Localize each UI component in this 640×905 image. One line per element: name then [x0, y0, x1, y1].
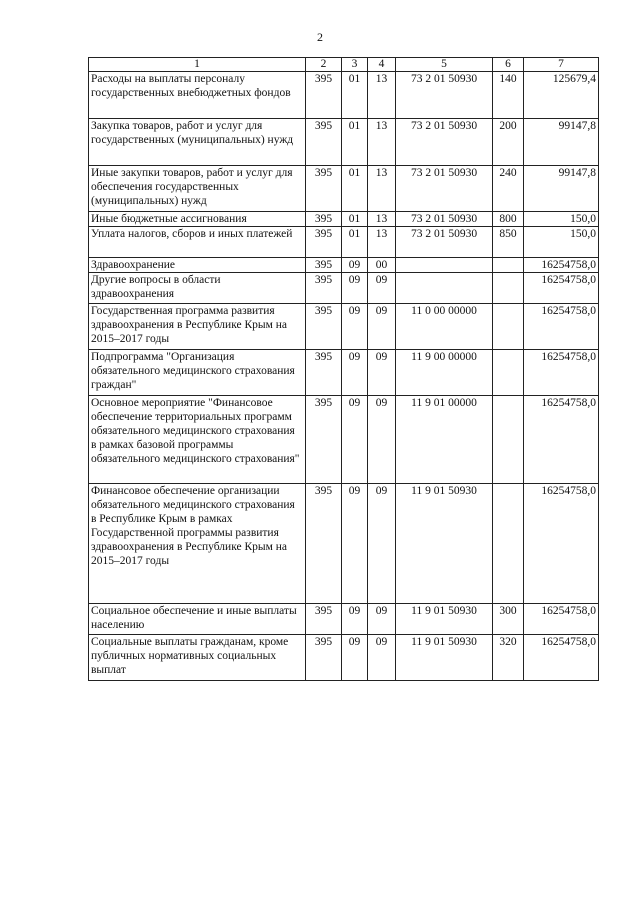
table-row	[89, 258, 599, 273]
table-row	[89, 166, 599, 212]
page-number: 2	[317, 30, 323, 44]
row-ved: 395	[306, 635, 342, 681]
row-vr: 240	[493, 166, 524, 212]
header-col-4: 4	[368, 58, 396, 72]
table-row	[89, 273, 599, 304]
row-vr: 800	[493, 212, 524, 227]
row-rz: 09	[342, 350, 368, 396]
row-pr: 09	[368, 604, 396, 635]
row-pr: 09	[368, 635, 396, 681]
row-ved: 395	[306, 484, 342, 604]
row-rz: 09	[342, 604, 368, 635]
row-name: Иные закупки товаров, работ и услуг для обеспечения государственных (муниципальных) нужд	[89, 166, 306, 212]
row-name: Подпрограмма "Организация обязательного медицинского страхования граждан"	[89, 350, 306, 396]
row-csr	[396, 273, 493, 304]
table-row	[89, 304, 599, 350]
row-rz: 09	[342, 258, 368, 273]
row-amount: 16254758,0	[524, 258, 599, 273]
row-vr	[493, 396, 524, 484]
row-amount: 16254758,0	[524, 604, 599, 635]
row-amount: 16254758,0	[524, 635, 599, 681]
row-vr: 850	[493, 227, 524, 258]
row-csr: 11 9 01 50930	[396, 604, 493, 635]
row-csr: 11 9 01 50930	[396, 635, 493, 681]
row-csr: 11 9 00 00000	[396, 350, 493, 396]
row-csr: 73 2 01 50930	[396, 212, 493, 227]
row-pr: 00	[368, 258, 396, 273]
budget-table	[88, 57, 599, 681]
row-pr: 09	[368, 350, 396, 396]
row-csr: 73 2 01 50930	[396, 119, 493, 166]
row-pr: 13	[368, 166, 396, 212]
row-pr: 09	[368, 484, 396, 604]
table-row	[89, 396, 599, 484]
row-rz: 01	[342, 212, 368, 227]
row-vr: 300	[493, 604, 524, 635]
row-rz: 09	[342, 304, 368, 350]
row-pr: 13	[368, 72, 396, 119]
row-rz: 09	[342, 273, 368, 304]
row-csr: 73 2 01 50930	[396, 227, 493, 258]
row-vr	[493, 273, 524, 304]
row-name: Здравоохранение	[89, 258, 306, 273]
table-row	[89, 119, 599, 166]
table-row	[89, 484, 599, 604]
row-vr	[493, 258, 524, 273]
header-col-5: 5	[396, 58, 493, 72]
row-csr: 73 2 01 50930	[396, 72, 493, 119]
row-csr: 73 2 01 50930	[396, 166, 493, 212]
row-ved: 395	[306, 350, 342, 396]
row-amount: 150,0	[524, 227, 599, 258]
table-row	[89, 72, 599, 119]
row-vr: 140	[493, 72, 524, 119]
row-ved: 395	[306, 273, 342, 304]
header-row	[89, 58, 599, 72]
row-name: Уплата налогов, сборов и иных платежей	[89, 227, 306, 258]
row-name: Финансовое обеспечение организации обязательного медицинского страхования в Республике Крым в рамках Государственной программы развития здравоохранения в Республике Крым на 2015–2017 годы	[89, 484, 306, 604]
row-csr: 11 9 01 50930	[396, 484, 493, 604]
row-rz: 09	[342, 635, 368, 681]
row-name: Расходы на выплаты персоналу государственных внебюджетных фондов	[89, 72, 306, 119]
header-col-6: 6	[493, 58, 524, 72]
row-pr: 13	[368, 227, 396, 258]
row-amount: 99147,8	[524, 166, 599, 212]
row-vr	[493, 484, 524, 604]
row-ved: 395	[306, 72, 342, 119]
row-rz: 01	[342, 227, 368, 258]
row-rz: 01	[342, 166, 368, 212]
row-rz: 09	[342, 484, 368, 604]
table-row	[89, 227, 599, 258]
row-ved: 395	[306, 119, 342, 166]
row-pr: 13	[368, 119, 396, 166]
row-amount: 16254758,0	[524, 484, 599, 604]
row-csr: 11 9 01 00000	[396, 396, 493, 484]
row-amount: 16254758,0	[524, 350, 599, 396]
row-ved: 395	[306, 212, 342, 227]
table-row	[89, 350, 599, 396]
row-amount: 99147,8	[524, 119, 599, 166]
row-vr: 200	[493, 119, 524, 166]
row-amount: 16254758,0	[524, 304, 599, 350]
row-vr: 320	[493, 635, 524, 681]
header-col-2: 2	[306, 58, 342, 72]
header-col-3: 3	[342, 58, 368, 72]
header-col-7: 7	[524, 58, 599, 72]
row-name: Социальные выплаты гражданам, кроме публичных нормативных социальных выплат	[89, 635, 306, 681]
row-rz: 01	[342, 119, 368, 166]
row-ved: 395	[306, 227, 342, 258]
row-name: Закупка товаров, работ и услуг для государственных (муниципальных) нужд	[89, 119, 306, 166]
row-pr: 09	[368, 304, 396, 350]
row-amount: 16254758,0	[524, 396, 599, 484]
row-name: Другие вопросы в области здравоохранения	[89, 273, 306, 304]
row-ved: 395	[306, 604, 342, 635]
row-ved: 395	[306, 396, 342, 484]
row-name: Основное мероприятие "Финансовое обеспечение территориальных программ обязательного медицинского страхования в рамках базовой программы обязательного медицинского страхования"	[89, 396, 306, 484]
row-ved: 395	[306, 304, 342, 350]
row-amount: 150,0	[524, 212, 599, 227]
row-vr	[493, 304, 524, 350]
table-row	[89, 635, 599, 681]
header-col-1: 1	[89, 58, 306, 72]
row-vr	[493, 350, 524, 396]
row-csr	[396, 258, 493, 273]
row-amount: 125679,4	[524, 72, 599, 119]
row-csr: 11 0 00 00000	[396, 304, 493, 350]
row-pr: 09	[368, 273, 396, 304]
row-ved: 395	[306, 258, 342, 273]
row-ved: 395	[306, 166, 342, 212]
row-pr: 13	[368, 212, 396, 227]
table-row	[89, 604, 599, 635]
row-name: Социальное обеспечение и иные выплаты населению	[89, 604, 306, 635]
row-name: Иные бюджетные ассигнования	[89, 212, 306, 227]
row-rz: 01	[342, 72, 368, 119]
row-rz: 09	[342, 396, 368, 484]
table-row	[89, 212, 599, 227]
row-pr: 09	[368, 396, 396, 484]
row-amount: 16254758,0	[524, 273, 599, 304]
row-name: Государственная программа развития здравоохранения в Республике Крым на 2015–2017 годы	[89, 304, 306, 350]
